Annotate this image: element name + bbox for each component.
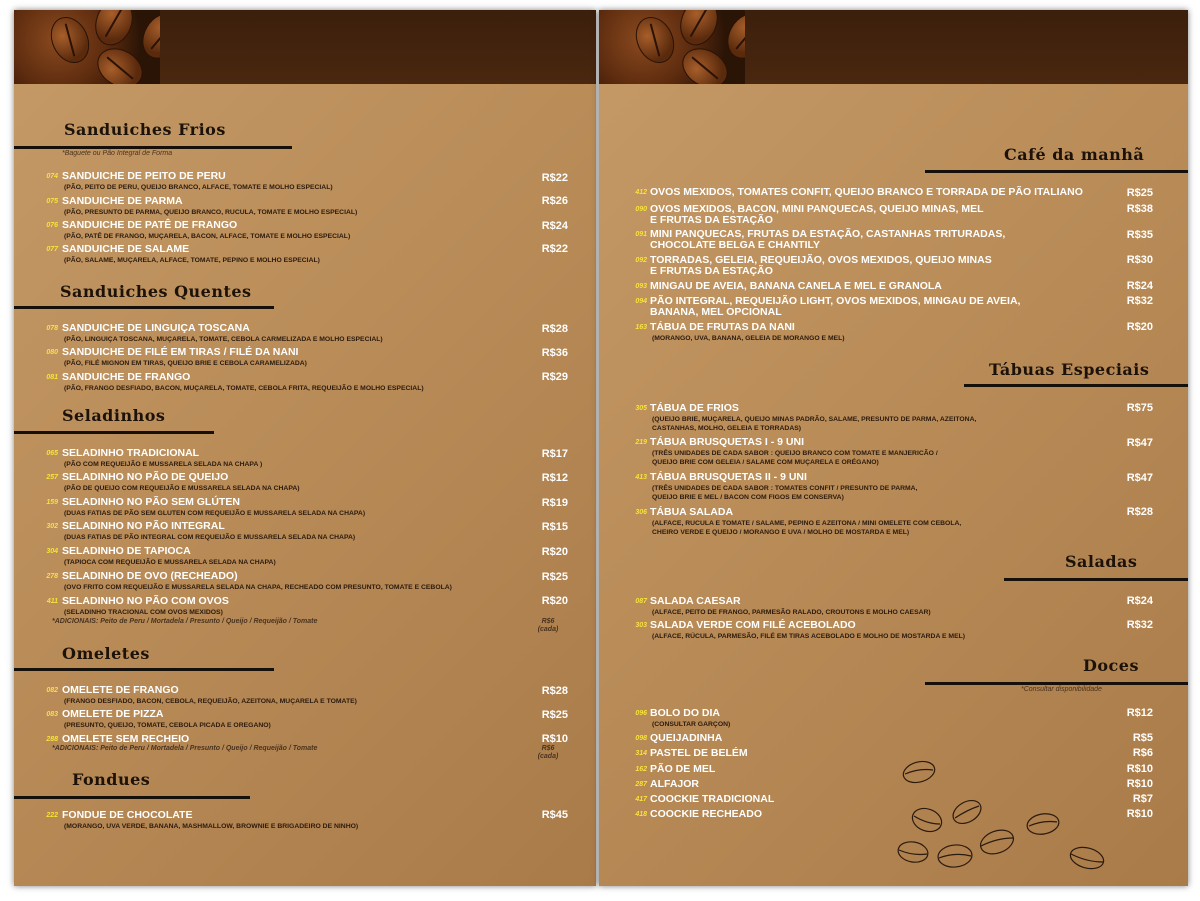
item-description-line2: QUEIJO BRIE COM GELEIA / SALAME COM MUÇARELA E ORÉGANO) [652,459,879,466]
item-code: 222 [46,812,58,819]
section-title-fondues: Fondues [72,770,151,789]
item-code: 082 [46,687,58,694]
item-description: (PÃO, SALAME, MUÇARELA, ALFACE, TOMATE, PEPINO E MOLHO ESPECIAL) [64,257,320,264]
item-name: TÁBUA BRUSQUETAS II - 9 UNI [650,471,807,483]
item-name: TÁBUA SALADA [650,506,734,518]
item-description: (SELADINHO TRACIONAL COM OVOS MEXIDOS) [64,609,223,616]
item-description-line2: CASTANHAS, MOLHO, GELEIA E TORRADAS) [652,425,802,432]
item-description: (MORANGO, UVA VERDE, BANANA, MASHMALLOW, BROWNIE E BRIGADEIRO DE NINHO) [64,823,359,830]
header-bar [14,10,596,84]
item-code: 219 [635,439,647,446]
item-name: SALADA CAESAR [650,595,741,607]
item-price: R$38 [1126,203,1153,215]
item-description: (PÃO, PRESUNTO DE PARMA, QUEIJO BRANCO, RUCULA, TOMATE E MOLHO ESPECIAL) [64,209,358,216]
item-name: SELADINHO DE OVO (RECHEADO) [62,570,238,582]
item-code: 278 [46,573,58,580]
item-price: R$28 [541,685,568,697]
item-description: (DUAS FATIAS DE PÃO INTEGRAL COM REQUEIJÃO E MUSSARELA SELADA NA CHAPA) [64,534,356,541]
item-code: 087 [635,598,647,605]
item-price: R$12 [1126,707,1153,719]
item-name: OMELETE DE PIZZA [62,708,164,720]
additions-note: *ADICIONAIS: Peito de Peru / Mortadela / Presunto / Queijo / Requeijão / Tomate [52,745,318,752]
section-divider [925,170,1188,173]
item-code: 162 [635,766,647,773]
item-description: (DUAS FATIAS DE PÃO SEM GLUTEN COM REQUEIJÃO E MUSSARELA SELADA NA CHAPA) [64,510,366,517]
item-code: 163 [635,324,647,331]
item-name: MINI PANQUECAS, FRUTAS DA ESTAÇÃO, CASTANHAS TRITURADAS, [650,228,1006,240]
item-price: R$25 [1126,187,1153,199]
item-price: R$29 [541,371,568,383]
item-description: (PRESUNTO, QUEIJO, TOMATE, CEBOLA PICADA E OREGANO) [64,722,271,729]
item-price: R$45 [541,809,568,821]
section-divider [14,796,250,799]
item-code: 080 [46,349,58,356]
section-title-cafe-da-manha: Café da manhã [1004,145,1145,164]
item-name: SELADINHO TRADICIONAL [62,447,200,459]
item-code: 257 [46,474,58,481]
item-name: SANDUICHE DE PEITO DE PERU [62,170,226,182]
item-code: 412 [635,189,647,196]
item-name: SANDUICHE DE LINGUIÇA TOSCANA [62,322,250,334]
item-price: R$5 [1132,732,1153,744]
item-name: TÁBUA BRUSQUETAS I - 9 UNI [650,436,805,448]
section-title-sanduiches-quentes: Sanduiches Quentes [60,282,252,301]
additions-note: *ADICIONAIS: Peito de Peru / Mortadela / Presunto / Queijo / Requeijão / Tomate [52,618,318,625]
section-divider [1004,578,1188,581]
item-price: R$25 [541,571,568,583]
section-divider [925,682,1188,685]
item-code: 288 [46,736,58,743]
item-name: TÁBUA DE FRUTAS DA NANI [650,321,795,333]
item-code: 287 [635,781,647,788]
item-code: 096 [635,710,647,717]
item-price: R$10 [541,733,568,745]
item-code: 078 [46,325,58,332]
section-title-saladas: Saladas [1065,552,1138,571]
item-name-line2: E FRUTAS DA ESTAÇÃO [650,265,773,277]
item-price: R$10 [1126,778,1153,790]
menu-page-left [14,10,596,886]
item-price: R$6 [1132,747,1153,759]
item-code: 418 [635,811,647,818]
item-description: (MORANGO, UVA, BANANA, GELEIA DE MORANGO E MEL) [652,335,845,342]
item-name: TÁBUA DE FRIOS [650,402,739,414]
item-description: (ALFACE, PEITO DE FRANGO, PARMESÃO RALADO, CROUTONS E MOLHO CAESAR) [652,609,931,616]
item-price: R$20 [541,546,568,558]
item-description: (PÃO, LINGUIÇA TOSCANA, MUÇARELA, TOMATE, CEBOLA CARMELIZADA E MOLHO ESPECIAL) [64,336,383,343]
item-price: R$24 [1126,280,1153,292]
item-price: R$36 [541,347,568,359]
section-title-omeletes: Omeletes [62,644,150,663]
item-code: 092 [635,257,647,264]
item-price: R$47 [1126,472,1153,484]
section-divider [964,384,1188,387]
item-code: 091 [635,231,647,238]
item-code: 159 [46,499,58,506]
item-code: 304 [46,548,58,555]
item-name: PÃO DE MEL [650,763,716,775]
item-name: COOCKIE TRADICIONAL [650,793,775,805]
item-price: R$15 [541,521,568,533]
item-name: OVOS MEXIDOS, TOMATES CONFIT, QUEIJO BRANCO E TORRADA DE PÃO ITALIANO [650,186,1083,198]
item-code: 098 [635,735,647,742]
item-code: 094 [635,298,647,305]
item-name: SANDUICHE DE PATÊ DE FRANGO [62,219,238,231]
item-price: R$28 [1126,506,1153,518]
item-price: R$25 [541,709,568,721]
section-title-sanduiches-frios: Sanduiches Frios [64,120,226,139]
section-title-seladinhos: Seladinhos [62,406,166,425]
coffee-beans-image [599,10,745,84]
item-code: 090 [635,206,647,213]
additions-price: R$6 (cada) [537,618,559,633]
item-price: R$20 [1126,321,1153,333]
coffee-beans-image [14,10,160,84]
item-code: 065 [46,450,58,457]
section-note: *Baguete ou Pão Integral de Forma [62,150,173,157]
item-description: (CONSULTAR GARÇON) [652,721,731,728]
item-name: BOLO DO DIA [650,707,720,719]
item-price: R$24 [1126,595,1153,607]
item-price: R$10 [1126,808,1153,820]
item-price: R$32 [1126,619,1153,631]
item-name: PÃO INTEGRAL, REQUEIJÃO LIGHT, OVOS MEXIDOS, MINGAU DE AVEIA, [650,295,1021,307]
header-bar [599,10,1188,84]
item-code: 302 [46,523,58,530]
item-code: 076 [46,222,58,229]
item-description: (QUEIJO BRIE, MUÇARELA, QUEIJO MINAS PADRÃO, SALAME, PRESUNTO DE PARMA, AZEITONA, [652,416,977,423]
item-price: R$26 [541,195,568,207]
item-name: SELADINHO NO PÃO SEM GLÚTEN [62,496,240,508]
item-description-line2: QUEIJO BRIE E MEL / BACON COM FIGOS EM CONSERVA) [652,494,844,501]
additions-price: R$6 (cada) [537,745,559,760]
item-name: OVOS MEXIDOS, BACON, MINI PANQUECAS, QUEIJO MINAS, MEL [650,203,984,215]
section-title-doces: Doces [1083,656,1139,675]
item-description: (PÃO DE QUEIJO COM REQUEIJÃO E MUSSARELA SELADA NA CHAPA) [64,485,300,492]
item-description: (TRÊS UNIDADES DE CADA SABOR : QUEIJO BRANCO COM TOMATE E MANJERICÃO / [652,450,938,457]
item-code: 074 [46,173,58,180]
item-price: R$19 [541,497,568,509]
item-code: 417 [635,796,647,803]
item-name: SELADINHO NO PÃO COM OVOS [62,595,229,607]
coffee-beans-illustration [889,760,1169,880]
item-price: R$32 [1126,295,1153,307]
item-price: R$22 [541,172,568,184]
item-description: (ALFACE, RUCULA E TOMATE / SALAME, PEPINO E AZEITONA / MINI OMELETE COM CEBOLA, [652,520,962,527]
item-description: (OVO FRITO COM REQUEIJÃO E MUSSARELA SELADA NA CHAPA, RECHEADO COM PRESUNTO, TOMATE E CEBOLA) [64,584,452,591]
item-name-line2: CHOCOLATE BELGA E CHANTILY [650,239,820,251]
item-name: SELADINHO NO PÃO INTEGRAL [62,520,225,532]
item-name: SELADINHO NO PÃO DE QUEIJO [62,471,229,483]
item-name: PASTEL DE BELÉM [650,747,748,759]
item-price: R$24 [541,220,568,232]
menu-page-right [599,10,1188,886]
section-divider [14,306,274,309]
item-code: 411 [46,598,58,605]
item-name: SANDUICHE DE FRANGO [62,371,191,383]
item-description: (PÃO, FRANGO DESFIADO, BACON, MUÇARELA, TOMATE, CEBOLA FRITA, REQUEIJÃO E MOLHO ESPECIAL) [64,385,424,392]
item-code: 306 [635,509,647,516]
item-name-line2: E FRUTAS DA ESTAÇÃO [650,214,773,226]
item-price: R$30 [1126,254,1153,266]
item-name: OMELETE DE FRANGO [62,684,179,696]
item-price: R$47 [1126,437,1153,449]
item-code: 093 [635,283,647,290]
item-description: (TAPIOCA COM REQUEIJÃO E MUSSARELA SELADA NA CHAPA) [64,559,276,566]
item-price: R$7 [1132,793,1153,805]
section-divider [14,146,292,149]
item-code: 083 [46,711,58,718]
item-description: (PÃO COM REQUEIJÃO E MUSSARELA SELADA NA CHAPA ) [64,461,263,468]
item-name: TORRADAS, GELEIA, REQUEIJÃO, OVOS MEXIDOS, QUEIJO MINAS [650,254,992,266]
item-description-line2: CHEIRO VERDE E QUEIJO / MORANGO E UVA / MOLHO DE MOSTARDA E MEL) [652,529,910,536]
section-note: *Consultar disponibilidade [1021,686,1102,693]
item-code: 077 [46,246,58,253]
item-code: 305 [635,405,647,412]
item-name: QUEIJADINHA [650,732,723,744]
item-price: R$22 [541,243,568,255]
item-name: SANDUICHE DE SALAME [62,243,190,255]
item-description: (FRANGO DESFIADO, BACON, CEBOLA, REQUEIJÃO, AZEITONA, MUÇARELA E TOMATE) [64,698,357,705]
item-description: (PÃO, FILÉ MIGNON EM TIRAS, QUEIJO BRIE E CEBOLA CARAMELIZADA) [64,360,307,367]
item-name: FONDUE DE CHOCOLATE [62,809,193,821]
item-name: ALFAJOR [650,778,700,790]
item-code: 075 [46,198,58,205]
item-code: 413 [635,474,647,481]
section-divider [14,431,214,434]
item-price: R$35 [1126,229,1153,241]
item-description: (PÃO, PEITO DE PERU, QUEIJO BRANCO, ALFACE, TOMATE E MOLHO ESPECIAL) [64,184,333,191]
section-title-tabuas-especiais: Tábuas Especiais [989,360,1150,379]
item-description: (TRÊS UNIDADES DE CADA SABOR : TOMATES CONFIT / PRESUNTO DE PARMA, [652,485,918,492]
item-price: R$28 [541,323,568,335]
item-price: R$17 [541,448,568,460]
item-name: COOCKIE RECHEADO [650,808,763,820]
item-name: MINGAU DE AVEIA, BANANA CANELA E MEL E GRANOLA [650,280,942,292]
item-price: R$75 [1126,402,1153,414]
item-price: R$10 [1126,763,1153,775]
item-name: SELADINHO DE TAPIOCA [62,545,191,557]
item-price: R$12 [541,472,568,484]
section-divider [14,668,274,671]
item-code: 303 [635,622,647,629]
item-description: (ALFACE, RÚCULA, PARMESÃO, FILÉ EM TIRAS ACEBOLADO E MOLHO DE MOSTARDA E MEL) [652,633,966,640]
item-code: 081 [46,374,58,381]
item-name: SANDUICHE DE FILÉ EM TIRAS / FILÉ DA NANI [62,346,299,358]
item-name-line2: BANANA, MEL OPCIONAL [650,306,782,318]
item-code: 314 [635,750,647,757]
item-price: R$20 [541,595,568,607]
item-name: OMELETE SEM RECHEIO [62,733,190,745]
item-name: SALADA VERDE COM FILÉ ACEBOLADO [650,619,856,631]
item-description: (PÃO, PATÊ DE FRANGO, MUÇARELA, BACON, ALFACE, TOMATE E MOLHO ESPECIAL) [64,233,351,240]
item-name: SANDUICHE DE PARMA [62,195,183,207]
